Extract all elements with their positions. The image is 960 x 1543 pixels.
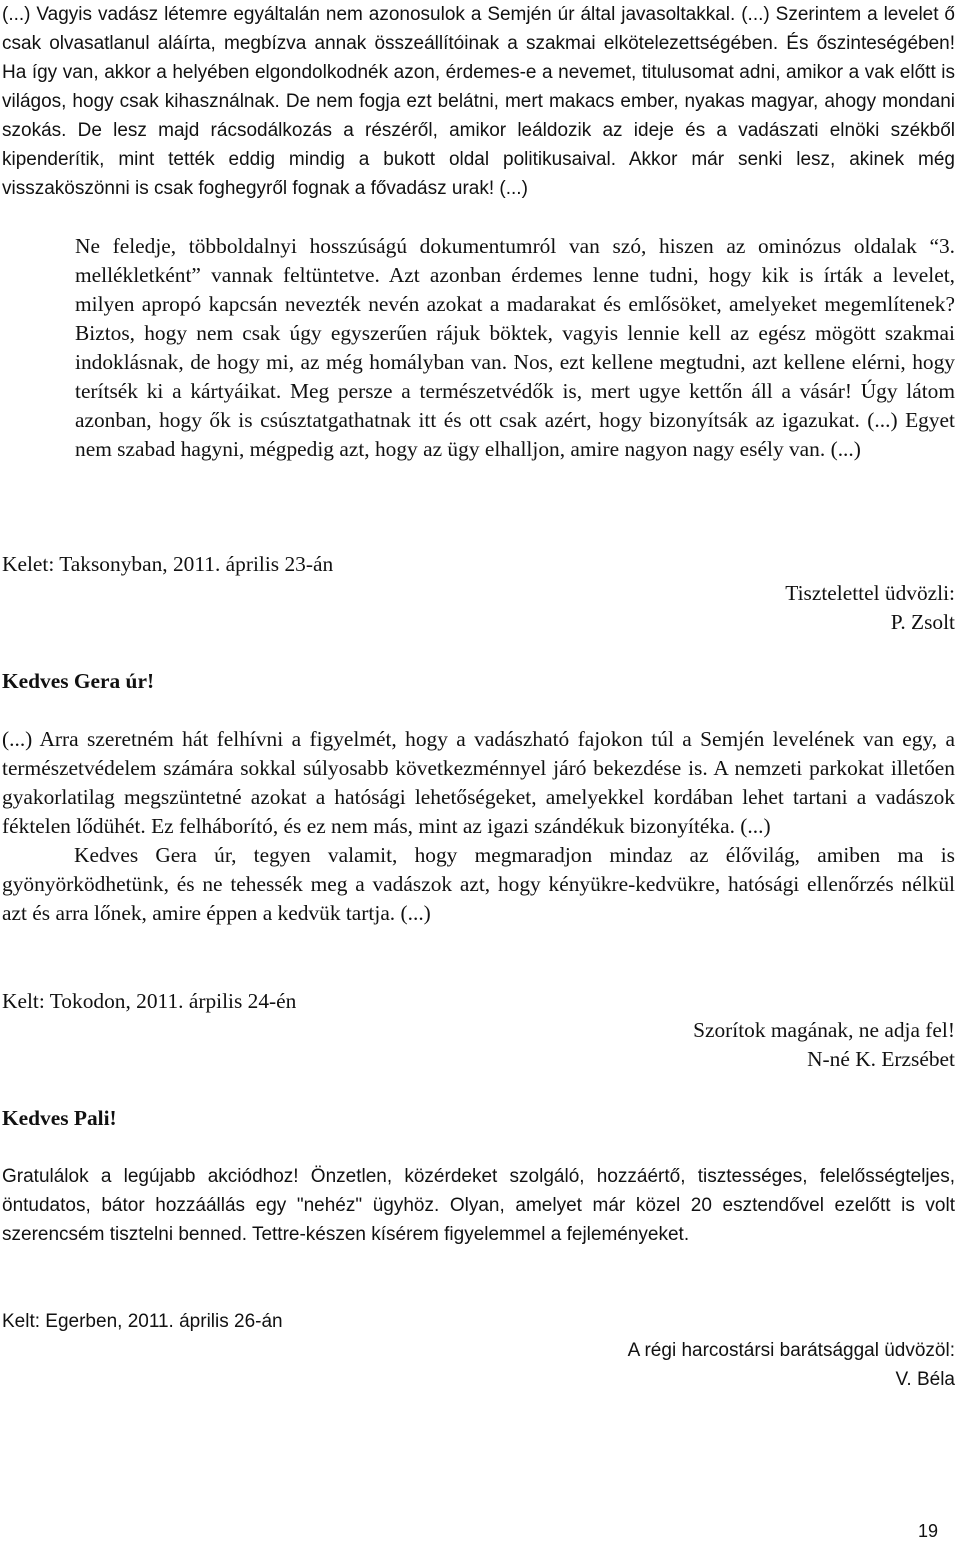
letter2-signature: N-né K. Erzsébet <box>807 1047 955 1071</box>
letter2-salutation: Kedves Gera úr! <box>2 669 155 693</box>
letter2-body <box>2 725 955 928</box>
letter2-paragraph-1: (...) Arra szeretném hát felhívni a figyelmét, hogy a vadászható fajokon túl a Semjén levelének van egy, a természetvédelem számára sokkal súlyosabb következménnyel járó bekezdése is. A nemzeti parkokat illetően gyakorlatilag megszüntetné azokat a hatósági lehetőségeket, amelyekkel kordában lehet tartani a vadászok féktelen lődühét. Ez felháborító, és ez nem más, mint az igazi szándékuk bizonyítéka. (...) <box>2 727 955 838</box>
letter1-place-date: Kelet: Taksonyban, 2011. április 23-án <box>2 552 334 576</box>
letter1-signature: P. Zsolt <box>890 610 955 634</box>
letter2-place-date: Kelt: Tokodon, 2011. árpilis 24-én <box>2 989 297 1013</box>
letter1-closing: Tisztelettel üdvözli: <box>785 581 955 605</box>
letter1-paragraph-top: (...) Vagyis vadász létemre egyáltalán nem azonosulok a Semjén úr által javasoltakkal. (...) Szerintem a levelet ő csak olvasatlanul aláírta, megbízva annak összeállítóinak a szakmai elkötelezettségében. És őszinteségében! Ha így van, akkor a helyében elgondolkodnék azon, érdemes-e a nevemet, titulusomat adni, amikor a vak előtt is világos, hogy csak kihasználnak. De nem fogja ezt belátni, mert makacs ember, nyakas magyar, ahogy mondani szokás. De lesz majd rácsodálkozás a részéről, amikor leáldozik az ideje és a vadászati elnöki székből kipenderítik, mint tették eddig mindig a bukott oldal politikusaival. Akkor már senki lesz, akinek még visszaköszönni is csak foghegyről fognak a fővadász urak! (...) <box>2 4 955 199</box>
letter3-place-date: Kelt: Egerben, 2011. április 26-án <box>2 1311 283 1332</box>
page-number: 19 <box>917 1521 938 1541</box>
letter3-paragraph-1: Gratulálok a legújabb akciódhoz! Önzetlen, közérdeket szolgáló, hozzáértő, tisztességes, felelősségteljes, öntudatos, bátor hozzáállás egy "nehéz" ügyhöz. Olyan, amelyet már közel 20 esztendővel ezelőtt is volt szerencsém tisztelni benned. Tettre-készen kísérem figyelemmel a fejleményeket. <box>2 1166 955 1245</box>
letter3-closing: A régi harcostársi barátsággal üdvözöl: <box>627 1340 955 1361</box>
letter3-salutation: Kedves Pali! <box>2 1106 117 1130</box>
letter3-signature: V. Béla <box>895 1369 955 1390</box>
letter2-paragraph-2: Kedves Gera úr, tegyen valamit, hogy megmaradjon mindaz az élővilág, amiben ma is gyönyörködhetünk, és ne tehessék meg a vadászok azt, hogy kényükre-kedvükre, hatósági ellenőrzés nélkül azt és arra lőnek, amire éppen a kedvük tartja. (...) <box>2 843 955 925</box>
letter2-closing: Szorítok magának, ne adja fel! <box>693 1018 955 1042</box>
letter1-paragraph-indented: Ne feledje, többoldalnyi hosszúságú dokumentumról van szó, hiszen az ominózus oldalak “3. mellékletként” vannak feltüntetve. Azt azonban érdemes lenne tudni, hogy kik is írták a levelet, milyen apropó kapcsán nevezték nevén azokat a madarakat és emlősöket, amelyeket megemlítenek? Biztos, hogy nem csak úgy egyszerűen rájuk böktek, vagyis lennie kell az egész mögött szakmai indoklásnak, de hogy mi, az még homályban van. Nos, ezt kellene megtudni, azt kellene elérni, hogy terítsék ki a kártyáikat. Meg persze a természetvédők is, mert ugye kettőn áll a vásár! Úgy látom azonban, hogy ők is csúsztatgathatnak itt és ott csak azért, hogy bizonyítsák az igazukat. (...) Egyet nem szabad hagyni, mégpedig azt, hogy az ügy elhalljon, amire nagyon nagy esély van. (...) <box>75 234 955 461</box>
